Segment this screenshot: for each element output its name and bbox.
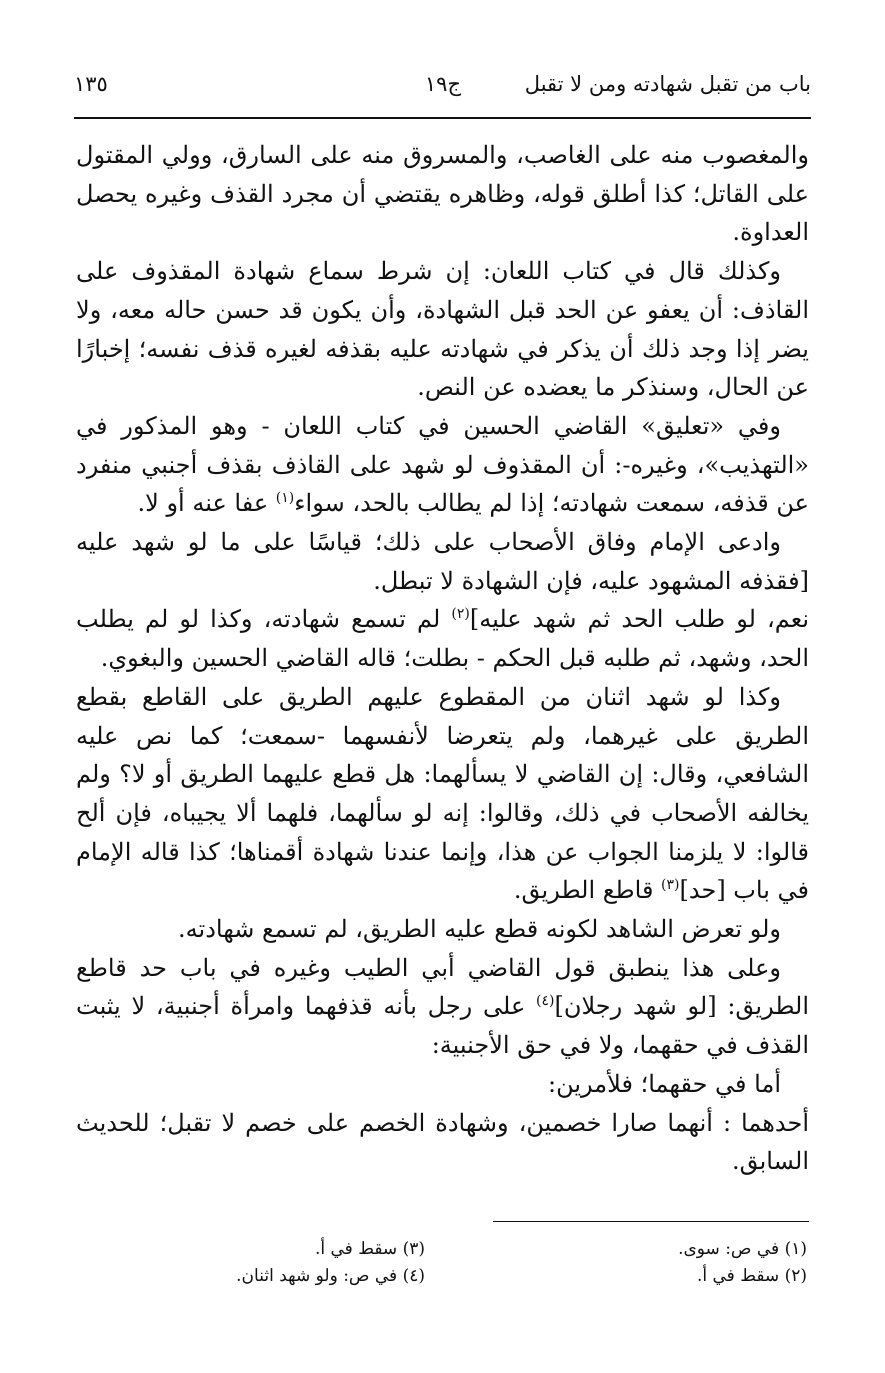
footnotes-left-column (125, 1236, 425, 1290)
paragraph-5 (76, 600, 809, 677)
header-rule (74, 117, 811, 119)
paragraph-9: أما في حقهما؛ فلأمرين: (548, 1069, 781, 1098)
paragraph-8-text-b: على رجل بأنه قذفهما وامرأة أجنبية، لا يثبت القذف في حقهما، ولا في حق الأجنبية: (76, 992, 809, 1060)
footnote-4: (٤) في ص: ولو شهد اثنان. (236, 1266, 425, 1286)
paragraph-3-text-b: عفا عنه أو لا. (137, 489, 276, 518)
paragraph-6-text-b: قاطع الطريق. (513, 876, 662, 905)
footnote-rule (493, 1221, 809, 1222)
paragraph-6-text-a: وكذا لو شهد اثنان من المقطوع عليهم الطريق على القاطع بقطع الطريق على غيرهما، ولم يتعرضا لأنفسهما -سمعت؛ كما نص عليه الشافعي، وقال: إن القاضي لا يسألهما: هل قطع عليهما الطريق أو لا؟ ولم يخالفه الأصحاب في ذلك، وقالوا: إنه لو سألهما، فلهما ألا يجيباه، فإن ألح قالوا: لا يلزمنا الجواب عن هذا، وإنما عندنا شهادة أقمناها؛ كذا قاله الإمام في باب [حد] (76, 682, 809, 905)
paragraph-8-text-a: وعلى هذا ينطبق قول القاضي أبي الطيب وغيره في باب حد قاطع الطريق: [لو شهد رجلان] (76, 953, 810, 1021)
paragraph-7: ولو تعرض الشاهد لكونه قطع عليه الطريق، لم تسمع شهادته. (178, 915, 781, 944)
footnote-ref-2: (٢) (451, 606, 470, 623)
paragraph-3-text-a: وفي «تعليق» القاضي الحسين في كتاب اللعان - وهو المذكور في «التهذيب»، وغيره-: أن المقذوف لو شهد على القاذف بقذف أجنبي منفرد عن قذفه، سمعت شهادته؛ إذا لم يطالب بالحد، سواء (76, 411, 809, 518)
footnote-ref-1: (١) (275, 490, 295, 507)
paragraph-2: وكذلك قال في كتاب اللعان: إن شرط سماع شهادة المقذوف على القاذف: أن يعفو عن الحد قبل الشهادة، وأن يكون قد حسن حاله معه، ولا يضر إذا وجد ذلك أن يذكر في شهادته عليه بقذفه لغيره قذف نفسه؛ إخبارًا عن الحال، وسنذكر ما يعضده عن النص. (76, 257, 809, 402)
footnote-ref-4: (٤) (536, 993, 555, 1010)
volume-number: ج١٩ (424, 72, 461, 96)
paragraph-10: أحدهما : أنهما صارا خصمين، وشهادة الخصم على خصم لا تقبل؛ للحديث السابق. (76, 1108, 809, 1176)
paragraph-3 (76, 407, 809, 523)
footnote-ref-3: (٣) (661, 877, 680, 894)
running-header (74, 72, 811, 112)
paragraph-1: والمغصوب منه على الغاصب، والمسروق منه على السارق، وولي المقتول على القاتل؛ كذا أطلق قوله، وظاهره يقتضي أن مجرد القذف وغيره يحصل العداوة. (76, 141, 809, 247)
paragraph-8 (76, 949, 809, 1065)
paragraph-4: وادعى الإمام وفاق الأصحاب على ذلك؛ قياسًا على ما لو شهد عليه [فقذفه المشهود عليه، فإن الشهادة لا تبطل. (76, 528, 809, 595)
page-number: ١٣٥ (74, 72, 108, 96)
footnotes-right-column (507, 1236, 807, 1290)
main-text (76, 136, 809, 1181)
chapter-title: باب من تقبل شهادته ومن لا تقبل (524, 72, 811, 96)
footnote-1: (١) في ص: سوى. (678, 1239, 807, 1259)
paragraph-6 (76, 678, 809, 910)
footnote-2: (٢) سقط في أ. (696, 1266, 807, 1286)
footnote-3: (٣) سقط في أ. (314, 1239, 425, 1259)
paragraph-5-text-a: نعم، لو طلب الحد ثم شهد عليه] (469, 605, 809, 634)
paragraph-5-text-b: لم تسمع شهادته، وكذا لو لم يطلب الحد، وشهد، ثم طلبه قبل الحكم - بطلت؛ قاله القاضي الحسين والبغوي. (76, 605, 809, 673)
